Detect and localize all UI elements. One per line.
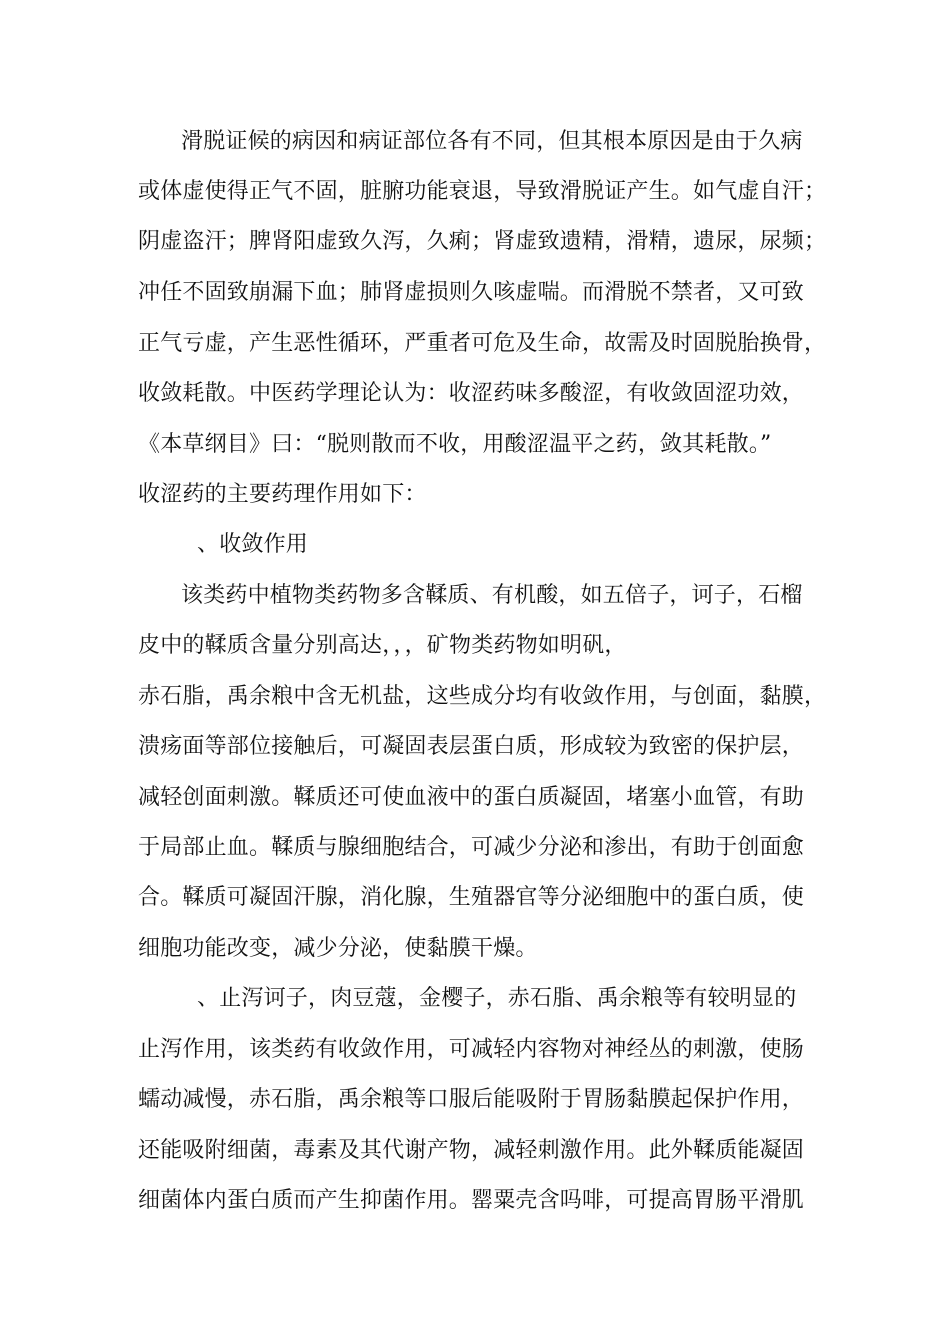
paragraph-line: 收涩药的主要药理作用如下： bbox=[138, 482, 427, 507]
paragraph-line: 或体虚使得正气不固，脏腑功能衰退，导致滑脱证产生。如气虚自汗； bbox=[138, 179, 827, 204]
paragraph-line: 阴虚盗汗；脾肾阳虚致久泻，久痢；肾虚致遗精，滑精，遗尿，尿频； bbox=[138, 229, 827, 254]
paragraph-line: 合。鞣质可凝固汗腺，消化腺，生殖器官等分泌细胞中的蛋白质，使 bbox=[138, 885, 805, 910]
paragraph-line: 于局部止血。鞣质与腺细胞结合，可减少分泌和渗出，有助于创面愈 bbox=[138, 835, 805, 860]
paragraph-line: 滑脱证候的病因和病证部位各有不同，但其根本原因是由于久病 bbox=[181, 129, 803, 154]
paragraph-line: 减轻创面刺激。鞣质还可使血液中的蛋白质凝固，堵塞小血管，有助 bbox=[138, 785, 805, 810]
section-heading: 、收敛作用 bbox=[197, 532, 309, 557]
paragraph-line: 正气亏虚，产生恶性循环，严重者可危及生命，故需及时固脱胎换骨， bbox=[138, 331, 827, 356]
paragraph-line: 溃疡面等部位接触后，可凝固表层蛋白质，形成较为致密的保护层， bbox=[138, 734, 805, 759]
paragraph-line: 细胞功能改变，减少分泌，使黏膜干燥。 bbox=[138, 936, 538, 961]
paragraph-line: 细菌体内蛋白质而产生抑菌作用。罂粟壳含吗啡，可提高胃肠平滑肌 bbox=[138, 1188, 805, 1213]
paragraph-line: 赤石脂，禹余粮中含无机盐，这些成分均有收敛作用，与创面，黏膜， bbox=[138, 684, 827, 709]
paragraph-line: 止泻作用，该类药有收敛作用，可减轻内容物对神经丛的刺激，使肠 bbox=[138, 1037, 805, 1062]
paragraph-line: 蠕动减慢，赤石脂，禹余粮等口服后能吸附于胃肠黏膜起保护作用， bbox=[138, 1087, 805, 1112]
paragraph-line: 皮中的鞣质含量分别高达，，，矿物类药物如明矾， bbox=[138, 633, 627, 658]
paragraph-line: 冲任不固致崩漏下血；肺肾虚损则久咳虚喘。而滑脱不禁者，又可致 bbox=[138, 280, 805, 305]
paragraph-line: 《本草纲目》曰：“脱则散而不收，用酸涩温平之药，敛其耗散。” bbox=[138, 432, 772, 457]
paragraph-line: 该类药中植物类药物多含鞣质、有机酸，如五倍子，诃子，石榴 bbox=[181, 583, 803, 608]
paragraph-line: 收敛耗散。中医药学理论认为：收涩药味多酸涩，有收敛固涩功效， bbox=[138, 381, 805, 406]
paragraph-line: 、止泻诃子，肉豆蔻，金樱子，赤石脂、禹余粮等有较明显的 bbox=[197, 986, 797, 1011]
paragraph-line: 还能吸附细菌，毒素及其代谢产物，减轻刺激作用。此外鞣质能凝固 bbox=[138, 1138, 805, 1163]
